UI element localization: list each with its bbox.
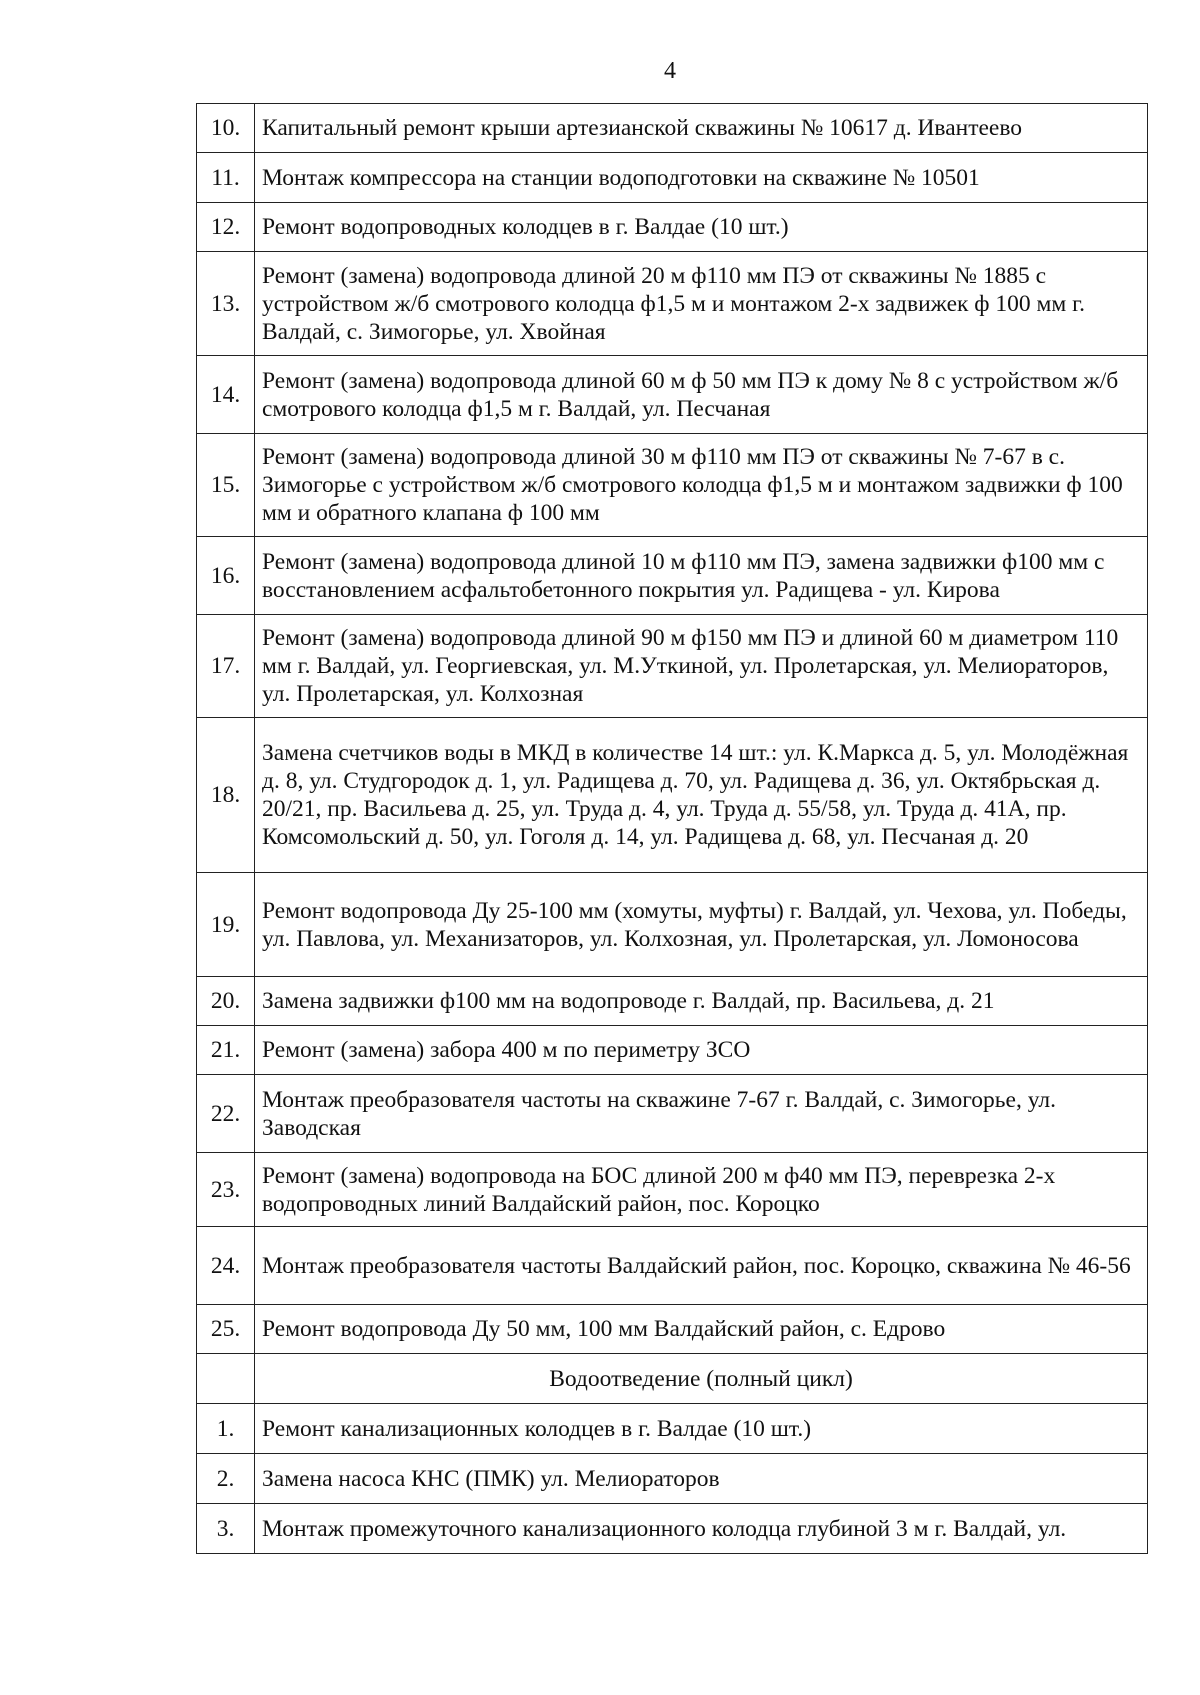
row-description: Ремонт водопровода Ду 50 мм, 100 мм Валдайский район, с. Едрово (255, 1305, 1148, 1354)
table-row (197, 615, 1148, 718)
row-number: 15. (197, 434, 255, 537)
table-row (197, 203, 1148, 252)
section-title: Водоотведение (полный цикл) (255, 1354, 1148, 1404)
table-row (197, 252, 1148, 356)
row-description: Монтаж преобразователя частоты Валдайский район, пос. Короцко, скважина № 46-56 (255, 1227, 1148, 1305)
table-row (197, 1454, 1148, 1504)
table-row (197, 356, 1148, 434)
row-description: Монтаж компрессора на станции водоподготовки на скважине № 10501 (255, 153, 1148, 203)
table-row (197, 1227, 1148, 1305)
table-row (197, 104, 1148, 153)
section-header-row (197, 1354, 1148, 1404)
row-number: 11. (197, 153, 255, 203)
row-number: 21. (197, 1026, 255, 1075)
table-row (197, 1305, 1148, 1354)
row-description: Ремонт (замена) водопровода длиной 30 м ф110 мм ПЭ от скважины № 7-67 в с. Зимогорье с устройством ж/б смотрового колодца ф1,5 м и монтажом задвижки ф 100 мм и обратного клапана ф 100 мм (255, 434, 1148, 537)
row-description: Ремонт (замена) водопровода длиной 20 м ф110 мм ПЭ от скважины № 1885 с устройством ж/б смотрового колодца ф1,5 м и монтажом 2-х задвижек ф 100 мм г. Валдай, с. Зимогорье, ул. Хвойная (255, 252, 1148, 356)
table-row (197, 1504, 1148, 1554)
works-table (196, 103, 1148, 1554)
row-number: 2. (197, 1454, 255, 1504)
row-description: Ремонт (замена) водопровода длиной 10 м ф110 мм ПЭ, замена задвижки ф100 мм с восстановлением асфальтобетонного покрытия ул. Радищева - ул. Кирова (255, 537, 1148, 615)
table-row (197, 1026, 1148, 1075)
row-description: Ремонт (замена) водопровода на БОС длиной 200 м ф40 мм ПЭ, переврезка 2-х водопроводных линий Валдайский район, пос. Короцко (255, 1153, 1148, 1227)
row-number: 13. (197, 252, 255, 356)
row-description: Ремонт (замена) водопровода длиной 60 м ф 50 мм ПЭ к дому № 8 с устройством ж/б смотрового колодца ф1,5 м г. Валдай, ул. Песчаная (255, 356, 1148, 434)
row-number: 25. (197, 1305, 255, 1354)
row-number: 12. (197, 203, 255, 252)
row-number: 16. (197, 537, 255, 615)
row-description: Замена счетчиков воды в МКД в количестве 14 шт.: ул. К.Маркса д. 5, ул. Молодёжная д. 8, ул. Студгородок д. 1, ул. Радищева д. 70, ул. Радищева д. 36, ул. Октябрьская д. 20/21, пр. Васильева д. 25, ул. Труда д. 4, ул. Труда д. 55/58, ул. Труда д. 41А, пр. Комсомольский д. 50, ул. Гоголя д. 14, ул. Радищева д. 68, ул. Песчаная д. 20 (255, 718, 1148, 873)
row-description: Ремонт водопровода Ду 25-100 мм (хомуты, муфты) г. Валдай, ул. Чехова, ул. Победы, ул. Павлова, ул. Механизаторов, ул. Колхозная, ул. Пролетарская, ул. Ломоносова (255, 873, 1148, 977)
row-number: 24. (197, 1227, 255, 1305)
table-row (197, 1404, 1148, 1454)
row-description: Монтаж преобразователя частоты на скважине 7-67 г. Валдай, с. Зимогорье, ул. Заводская (255, 1075, 1148, 1153)
row-number: 10. (197, 104, 255, 153)
table-row (197, 977, 1148, 1026)
row-number: 17. (197, 615, 255, 718)
row-number: 20. (197, 977, 255, 1026)
row-number: 1. (197, 1404, 255, 1454)
row-number: 14. (197, 356, 255, 434)
page-number: 4 (664, 58, 676, 84)
table-row (197, 537, 1148, 615)
row-description: Ремонт (замена) забора 400 м по периметру ЗСО (255, 1026, 1148, 1075)
row-description: Ремонт водопроводных колодцев в г. Валдае (10 шт.) (255, 203, 1148, 252)
table-row (197, 1153, 1148, 1227)
row-description: Капитальный ремонт крыши артезианской скважины № 10617 д. Ивантеево (255, 104, 1148, 153)
row-description: Ремонт (замена) водопровода длиной 90 м ф150 мм ПЭ и длиной 60 м диаметром 110 мм г. Валдай, ул. Георгиевская, ул. М.Уткиной, ул. Пролетарская, ул. Мелиораторов, ул. Пролетарская, ул. Колхозная (255, 615, 1148, 718)
table-row (197, 153, 1148, 203)
row-description: Монтаж промежуточного канализационного колодца глубиной 3 м г. Валдай, ул. (255, 1504, 1148, 1554)
table-row (197, 718, 1148, 873)
row-number: 18. (197, 718, 255, 873)
table-row (197, 1075, 1148, 1153)
section-number-cell (197, 1354, 255, 1404)
row-description: Ремонт канализационных колодцев в г. Валдае (10 шт.) (255, 1404, 1148, 1454)
row-number: 3. (197, 1504, 255, 1554)
row-number: 19. (197, 873, 255, 977)
row-number: 22. (197, 1075, 255, 1153)
table-row (197, 434, 1148, 537)
row-description: Замена задвижки ф100 мм на водопроводе г. Валдай, пр. Васильева, д. 21 (255, 977, 1148, 1026)
table-row (197, 873, 1148, 977)
row-number: 23. (197, 1153, 255, 1227)
row-description: Замена насоса КНС (ПМК) ул. Мелиораторов (255, 1454, 1148, 1504)
